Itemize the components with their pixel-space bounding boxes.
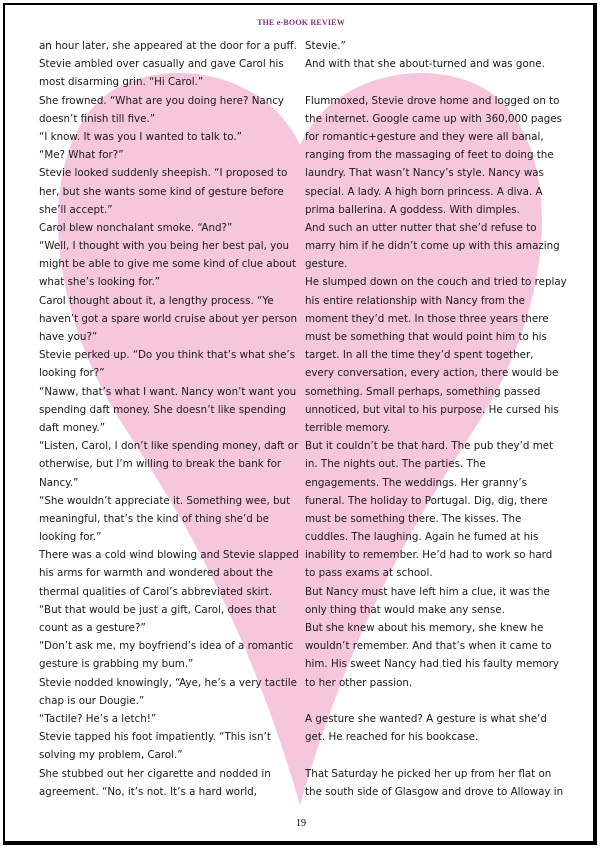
text-line: an hour later, she appeared at the door for a puff.: [39, 40, 297, 52]
text-line: A gesture she wanted? A gesture is what she’d: [305, 712, 547, 725]
text-line: But Nancy must have left him a clue, it was the: [305, 585, 550, 598]
text-line: cuddles. The laughing. Again he fumed at his: [305, 531, 539, 544]
text-line: looking for.”: [39, 531, 102, 544]
text-line: “Me? What for?”: [39, 149, 124, 162]
text-line: gesture is grabbing my bum.”: [39, 658, 194, 671]
text-line: [305, 73, 563, 91]
text-line: Stevie ambled over casually and gave Carol his: [39, 58, 284, 71]
text-line: thermal qualities of Carol’s abbreviated skirt.: [39, 585, 273, 598]
text-line: otherwise, but I’m willing to break the bank for: [39, 458, 282, 471]
text-line: He slumped down on the couch and tried to replay: [305, 276, 567, 289]
text-line: engagements. The weddings. Her granny’s: [305, 476, 527, 489]
text-line: must be something that would point him to his: [305, 331, 547, 343]
text-line: get. He reached for his bookcase.: [305, 731, 479, 744]
text-line: “Well, I thought with you being her best pal, you: [39, 240, 290, 253]
left-column: [39, 37, 299, 801]
text-line: “Don’t ask me, my boyfriend’s idea of a romantic: [39, 640, 294, 653]
text-line: unnoticed, but vital to his purpose. He cursed his: [305, 403, 559, 416]
text-line: Nancy.”: [39, 476, 79, 489]
text-line: “I know. It was you I wanted to talk to.”: [39, 130, 242, 143]
text-line: [305, 746, 563, 764]
text-line: “But that would be just a gift, Carol, does that: [39, 603, 277, 616]
text-line: gesture.: [305, 258, 348, 271]
text-line: his entire relationship with Nancy from the: [305, 294, 526, 307]
text-line: every conversation, every action, there would be: [305, 367, 559, 380]
text-line: “Naww, that’s what I want. Nancy won’t want you: [39, 385, 297, 398]
text-line: Stevie nodded knowingly, “Aye, he’s a very tactile: [39, 676, 297, 689]
text-line: for romantic+gesture and they were all banal,: [305, 130, 544, 143]
text-line: Carol thought about it, a lengthy process. “Ye: [39, 294, 274, 307]
text-line: him. His sweet Nancy had tied his faulty memory: [305, 658, 559, 671]
text-line: target. In all the time they’d spent together,: [305, 349, 534, 362]
text-line: inability to remember. He’d had to work so hard: [305, 549, 553, 562]
text-line: have you?”: [39, 331, 98, 343]
page-header: THE e-BOOK REVIEW: [257, 18, 345, 27]
text-line: “Listen, Carol, I don’t like spending money, daft or: [39, 440, 299, 453]
text-line: haven’t got a spare world cruise about yer person: [39, 312, 298, 325]
text-line: special. A lady. A high born princess. A diva. A: [305, 185, 543, 198]
page-number: 19: [296, 818, 306, 829]
text-line: daft money.”: [39, 421, 106, 434]
text-line: to pass exams at school.: [305, 567, 433, 580]
text-line: the south side of Glasgow and drove to Alloway in: [305, 785, 564, 798]
text-line: And such an utter nutter that she’d refuse to: [305, 221, 537, 234]
text-line: “Tactile? He’s a letch!”: [39, 712, 157, 725]
text-line: meaningful, that’s the kind of thing she’d be: [39, 512, 269, 525]
text-line: [305, 692, 563, 710]
text-line: prima ballerina. A goddess. With dimples.: [305, 203, 520, 216]
text-line: in. The nights out. The parties. The: [305, 458, 486, 471]
text-line: laundry. That wasn’t Nancy’s style. Nancy was: [305, 167, 544, 180]
text-line: Stevie looked suddenly sheepish. “I proposed to: [39, 167, 288, 180]
text-line: She frowned. “What are you doing here? Nancy: [39, 94, 285, 107]
text-line: count as a gesture?”: [39, 622, 146, 634]
text-line: his arms for warmth and wondered about the: [39, 567, 273, 580]
text-line: doesn’t finish till five.”: [39, 112, 156, 125]
text-line: Stevie.”: [305, 40, 346, 52]
text-line: funeral. The holiday to Portugal. Dig, dig, there: [305, 494, 548, 507]
text-line: the internet. Google came up with 360,000 pages: [305, 112, 563, 125]
text-line: moment they’d met. In those three years there: [305, 312, 549, 325]
text-line: most disarming grin. “Hi Carol.”: [39, 76, 204, 89]
text-line: Stevie perked up. “Do you think that’s what she’s: [39, 349, 296, 362]
text-line: to her other passion.: [305, 676, 413, 689]
text-line: spending daft money. She doesn’t like spending: [39, 403, 286, 416]
text-line: chap is our Dougie.”: [39, 694, 145, 707]
text-line: terrible memory.: [305, 421, 391, 434]
text-line: what she’s looking for.”: [39, 276, 161, 289]
text-line: wouldn’t remember. And that’s when it came to: [305, 640, 552, 653]
text-line: something. Small perhaps, something passed: [305, 385, 541, 398]
text-line: Stevie tapped his foot impatiently. “This isn’t: [39, 731, 271, 744]
text-line: Flummoxed, Stevie drove home and logged on to: [305, 94, 560, 107]
text-line: only thing that would make any sense.: [305, 603, 505, 616]
text-line: her, but she wants some kind of gesture before: [39, 185, 284, 198]
text-line: That Saturday he picked her up from her flat on: [305, 767, 552, 780]
text-line: ranging from the massaging of feet to doing the: [305, 149, 554, 162]
text-line: But it couldn’t be that hard. The pub they’d met: [305, 440, 554, 453]
text-line: “She wouldn’t appreciate it. Something wee, but: [39, 494, 291, 507]
text-line: agreement. “No, it’s not. It’s a hard world,: [39, 785, 257, 798]
right-column: [305, 37, 567, 801]
text-line: But she knew about his memory, she knew he: [305, 622, 544, 634]
text-line: There was a cold wind blowing and Stevie slapped: [39, 549, 299, 562]
text-line: She stubbed out her cigarette and nodded in: [39, 767, 271, 780]
text-line: must be something there. The kisses. The: [305, 512, 522, 525]
text-line: she’ll accept.”: [39, 203, 113, 216]
text-line: solving my problem, Carol.”: [39, 749, 183, 762]
text-line: Carol blew nonchalant smoke. “And?”: [39, 221, 233, 234]
text-line: And with that she about-turned and was gone.: [305, 58, 545, 71]
text-line: might be able to give me some kind of clue about: [39, 258, 297, 271]
text-line: marry him if he didn’t come up with this amazing: [305, 240, 560, 253]
text-line: looking for?”: [39, 367, 105, 380]
